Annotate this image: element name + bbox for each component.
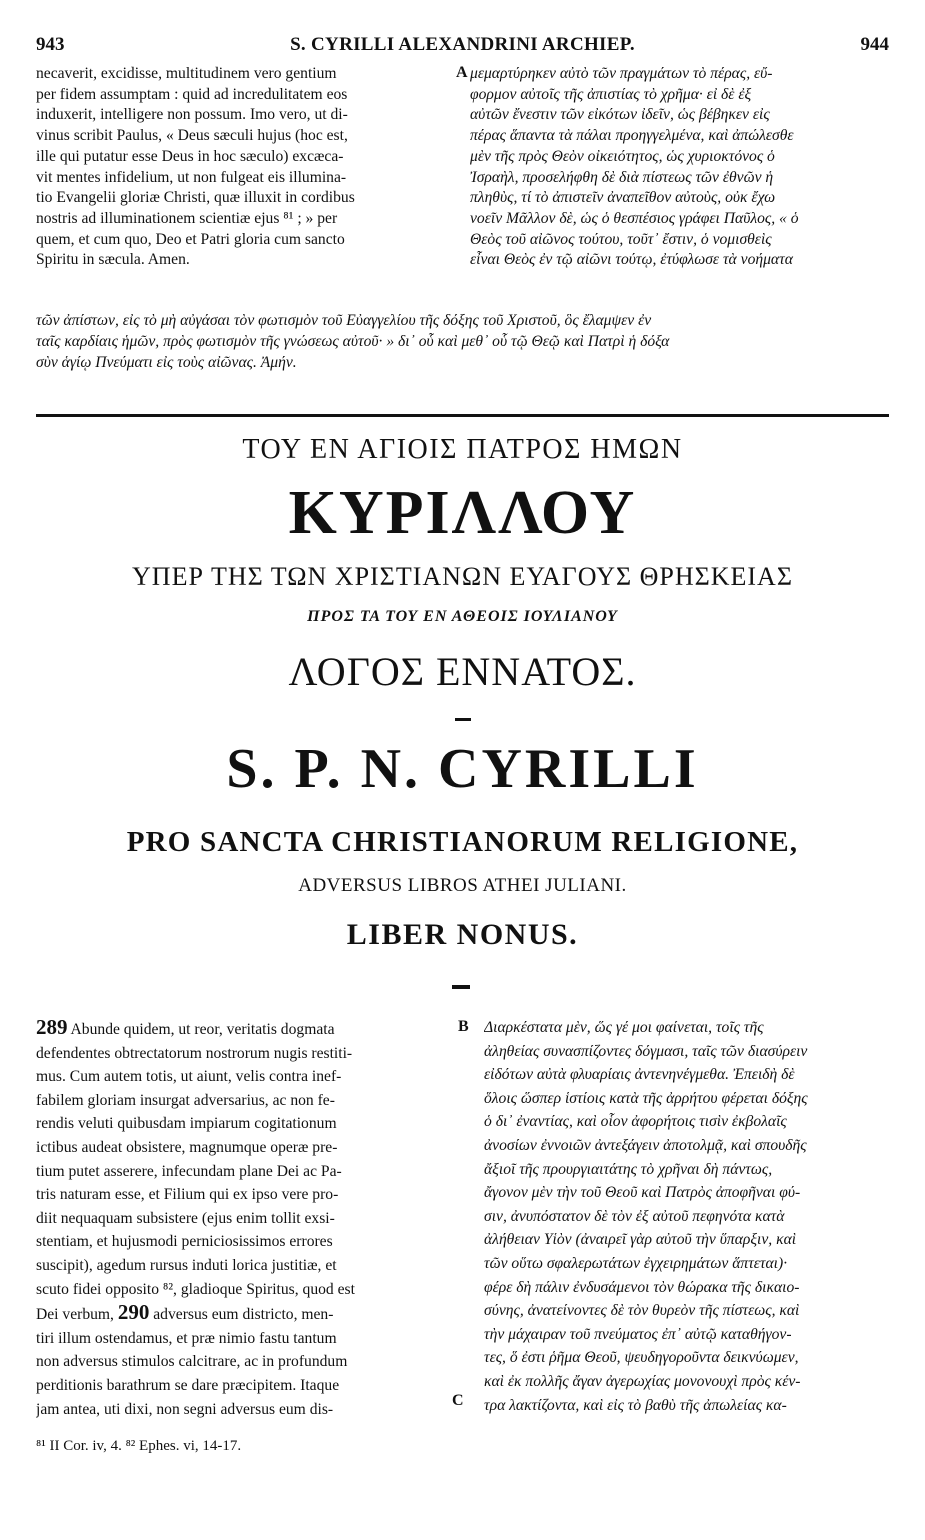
greek-full-width-paragraph (36, 310, 891, 373)
text-line: πληθὺς, τί τὸ ἀπιστεῖν ἀναπεῖθον αὐτοὺς, οὐκ ἔχω (470, 189, 776, 207)
text-line: αὐτῶν ἔνεστιν τῶν εἰκότων ἰδεῖν, ὡς βέβηκεν εἰς (470, 106, 770, 124)
text-line (36, 1301, 454, 1327)
text-line: σύνης, ἀνατείνοντες δὲ τὸν θυρεὸν τῆς πίστεως, καὶ (484, 1302, 800, 1320)
text-line: εἶναι Θεὸς ἐν τῷ αἰῶνι τούτῳ, ἐτύφλωσε τὰ νοήματα (470, 251, 793, 269)
title-author-latin: S. P. N. CYRILLI (226, 738, 699, 800)
text-line: Θεὸς τοῦ αἰῶνος τούτου, τοῦτ᾽ ἔστιν, ὁ νομισθεὶς (470, 230, 772, 248)
text-line: necaverit, excidisse, multitudinem vero gentium (36, 65, 337, 82)
text-line: jam antea, uti dixi, non segni adversus eum dis- (36, 1400, 334, 1418)
text-line: vit mentes infidelium, ut non fulgeat eis illumina- (36, 168, 347, 186)
running-header (36, 34, 889, 58)
text-line: σιν, ἀνυπόστατον δὲ τὸν ἐξ αὐτοῦ πεφηνότα κατὰ (484, 1207, 785, 1225)
text-line: φέρε δὴ πάλιν ἐνδυσάμενοι τὸν θώρακα τῆς δικαιο- (484, 1278, 800, 1296)
text-line: ἀληθείας συνασπίζοντες δόγμασι, ταῖς τῶν διασύρειν (484, 1042, 808, 1060)
text-line: fabilem gloriam insurgat adversarius, ac non fe- (36, 1091, 335, 1109)
text-line: defendentes obtrectatorum nostrorum nugis restiti- (36, 1044, 353, 1062)
text-line: stentiam, et hujusmodi perniciosissimos errores (36, 1233, 333, 1251)
page-number-right: 944 (860, 34, 889, 55)
text-line: per fidem assumptam : quid ad incredulitatem eos (36, 85, 348, 103)
text-line: νοεῖν Μᾶλλον δὲ, ὡς ὁ θεσπέσιος γράφει Παῦλος, « ὁ (470, 209, 799, 227)
text-line: μεμαρτύρηκεν αὐτὸ τῶν πραγμάτων τὸ πέρας, εὔ- (470, 65, 773, 82)
footnotes: ⁸¹ II Cor. iv, 4. ⁸² Ephes. vi, 14-17. (36, 1438, 242, 1454)
text-line: tiri illum ostendamus, et præ nimio fastu tantum (36, 1329, 337, 1347)
title-dash (455, 718, 471, 721)
text-line: τῶν οὕτω σφαλερωτάτων ἐγχειρημάτων ἅπτεται)· (484, 1254, 788, 1272)
text-line: scuto fidei opposito ⁸², gladioque Spiritus, quod est (36, 1280, 355, 1298)
title-line-8: ADVERSUS LIBROS ATHEI JULIANI. (298, 875, 627, 896)
top-latin-column (36, 64, 454, 271)
text-line: ἀλήθειαν Υἱὸν (ἀναιρεῖ γὰρ αὐτοῦ τὴν ὕπαρξιν, καὶ (484, 1231, 797, 1249)
text-line: mus. Cum autem totis, ut aiunt, velis contra inef- (36, 1068, 342, 1086)
text-line: tris naturam esse, et Filium qui ex ipso vere pro- (36, 1186, 339, 1204)
text-line: tium putet asserere, infecundam plane Dei ac Pa- (36, 1162, 342, 1180)
text-line: diit nequaquam subsistere (ejus enim tollit exsi- (36, 1209, 335, 1227)
title-book-greek: ΛΟΓΟΣ ΕΝΝΑΤΟΣ. (288, 649, 637, 694)
title-book-latin: LIBER NONUS. (346, 918, 579, 951)
text-fragment: adversus eum districto, men- (149, 1306, 334, 1324)
text-line: ἄγονον μὲν τὴν τοῦ Θεοῦ καὶ Πατρὸς ἀποφῆναι φύ- (484, 1184, 801, 1202)
text-line: τες, ὅ ἐστι ῥῆμα Θεοῦ, ψευδηγοροῦντα δεικνύωμεν, (484, 1349, 799, 1367)
text-line: ille qui putatur esse Deus in hoc sæculo) excæca- (36, 147, 344, 165)
text-line: πέρας ἅπαντα τὰ πάλαι προηγγελμένα, καὶ ἀπώλεσθε (470, 127, 794, 145)
text-line: ταῖς καρδίαις ἡμῶν, πρὸς φωτισμὸν τῆς γνώσεως αὐτοῦ· » δι᾽ οὗ καὶ μεθ᾽ οὗ τῷ Θεῷ καὶ Πατρὶ ἡ δόξα (36, 333, 670, 350)
text-line: ἀνοσίων ἐννοιῶν ἀντεξάγειν ἀποτολμᾷ, καὶ σπουδῆς (484, 1136, 807, 1154)
text-line: ictibus audeat obsistere, magnumque operæ pre- (36, 1138, 338, 1156)
lower-latin-column (36, 1016, 454, 1421)
text-line: εἰδότων αὐτὰ φλυαρίαις ἀντενηνέγμεθα. Ἐπειδὴ δὲ (484, 1066, 795, 1084)
column-number: 289 (36, 1016, 68, 1039)
text-line: perditionis barathrum se dare præcipitem. Itaque (36, 1376, 340, 1394)
text-line: Διαρκέστατα μὲν, ὥς γέ μοι φαίνεται, τοῖς τῆς (484, 1019, 764, 1036)
title-author-greek: ΚΥΡΙΛΛΟΥ (288, 479, 637, 547)
text-line: vinus scribit Paulus, « Deus sæculi hujus (hoc est, (36, 127, 348, 145)
text-line: φορμον αὐτοῖς τῆς ἀπιστίας τὸ χρῆμα· εἰ δὲ ἐξ (470, 85, 752, 103)
text-line: rendis veluti quibusdam impiarum cogitationum (36, 1115, 337, 1133)
text-fragment: Abunde quidem, ut reor, veritatis dogmata (67, 1021, 335, 1038)
text-line: καὶ ἐκ πολλῆς ἄγαν ἀγερωχίας μονονουχὶ πρὸς κέν- (484, 1372, 801, 1390)
title-line-3: ΥΠΕΡ ΤΗΣ ΤΩΝ ΧΡΙΣΤΙΑΝΩΝ ΕΥΑΓΟΥΣ ΘΡΗΣΚΕΙΑΣ (132, 562, 793, 591)
text-line: tio Evangelii gloriæ Christi, quæ illuxit in cordibus (36, 189, 355, 207)
text-line: μὲν τῆς πρὸς Θεὸν οἰκειότητος, ὡς χυριοκτόνος ὁ (470, 147, 775, 165)
text-line: τῶν ἀπίστων, εἰς τὸ μὴ αὐγάσαι τὸν φωτισμὸν τοῦ Εὐαγγελίου τῆς δόξης τοῦ Χριστοῦ, ὃς ἔλαμψεν ἐν (36, 312, 652, 329)
text-line: quem, et cum quo, Deo et Patri gloria cum sancto (36, 230, 345, 248)
column-marker-c: C (452, 1392, 464, 1409)
lower-greek-column (484, 1016, 890, 1417)
text-line: Ἰσραὴλ, προσελήφθη δὲ διὰ πίστεως τῶν ἐθνῶν ἡ (470, 168, 774, 186)
text-line (36, 1016, 454, 1042)
title-line-1: ΤΟΥ ΕΝ ΑΓΙΟΙΣ ΠΑΤΡΟΣ ΗΜΩΝ (242, 434, 683, 465)
title-line-4: ΠΡΟΣ ΤΑ ΤΟΥ ΕΝ ΑΘΕΟΙΣ ΙΟΥΛΙΑΝΟΥ (307, 608, 618, 625)
text-fragment: Dei verbum, (36, 1306, 118, 1324)
text-line: ἄξιοῖ τῆς προυργιαιτάτης τὸ χρῆναι δὴ πάντως, (484, 1160, 773, 1178)
title-dash-lower (452, 985, 470, 989)
text-line: ὅλοις ὥσπερ ἱστίοις κατὰ τῆς ἀρρήτου φέρεται δόξης (484, 1089, 808, 1107)
column-marker-a: A (456, 64, 468, 81)
text-line: nostris ad illuminationem scientiæ ejus ⁸¹ ; » per (36, 209, 338, 227)
text-line: induxerit, intelligere non possum. Imo vero, ut di- (36, 106, 348, 124)
text-line: σὺν ἁγίῳ Πνεύματι εἰς τοὺς αἰῶνας. Ἀμήν. (36, 354, 297, 371)
page-number-left: 943 (36, 34, 65, 55)
section-divider-rule (36, 414, 889, 417)
column-marker-b: B (458, 1018, 469, 1035)
running-title: S. CYRILLI ALEXANDRINI ARCHIEP. (290, 34, 635, 55)
text-line: ὁ δι᾽ ἐναντίας, καὶ οἷον ἀφορήτοις τισὶν ἐκβολαῖς (484, 1113, 787, 1131)
text-line: suscipit), agedum rursus induti lorica justitiæ, et (36, 1256, 337, 1274)
column-number: 290 (117, 1301, 150, 1325)
top-greek-column (470, 64, 890, 271)
text-line: τὴν μάχαιραν τοῦ πνεύματος ἐπ᾽ αὐτῷ καταθήγον- (484, 1325, 792, 1343)
title-line-7: PRO SANCTA CHRISTIANORUM RELIGIONE, (126, 826, 799, 858)
text-line: τρα λακτίζοντα, καὶ εἰς τὸ βαθὺ τῆς ἀπωλείας κα- (484, 1396, 787, 1414)
text-line: Spiritu in sæcula. Amen. (36, 251, 190, 269)
text-line: non adversus stimulos calcitrare, ac in profundum (36, 1353, 348, 1371)
